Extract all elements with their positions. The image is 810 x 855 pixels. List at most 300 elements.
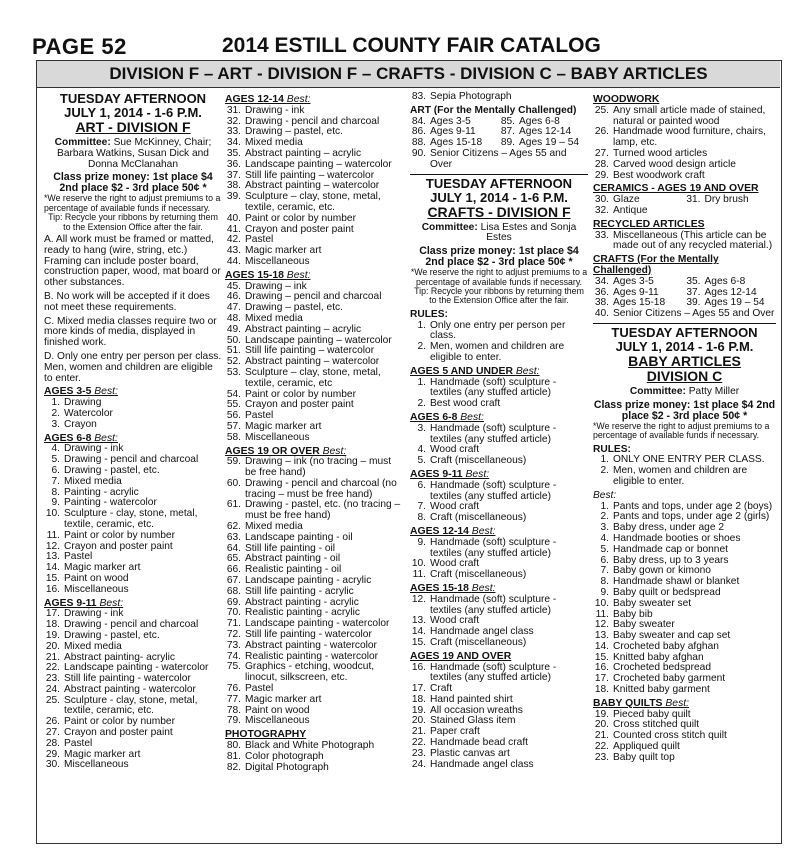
art-day: TUESDAY AFTERNOON: [59, 91, 207, 106]
item-number: 11.: [595, 608, 609, 620]
list-item: [410, 456, 588, 467]
item-number: 50.: [226, 334, 241, 346]
item-number: 19.: [45, 629, 60, 641]
item-number: 25.: [594, 104, 609, 116]
list-item: [44, 420, 222, 431]
group-heading: AGES 9-11 Best:: [44, 597, 124, 609]
ceramics-heading: CERAMICS - AGES 19 AND OVER: [593, 183, 759, 195]
item-number: 32.: [226, 115, 241, 127]
item-label: Drawing – ink (no tracing – must be free hand): [245, 456, 392, 479]
crafts-day: TUESDAY AFTERNOON: [425, 175, 573, 191]
item-number: 13.: [45, 551, 60, 563]
art-rules: [44, 235, 222, 384]
list-item: [593, 231, 776, 253]
item-number: 5.: [417, 455, 426, 467]
item-number: 37.: [686, 286, 701, 298]
item-label: Still life painting - acrylic: [245, 585, 354, 597]
art-division-title: ART - DIVISION F: [75, 119, 191, 135]
item-label: Still life painting - watercolor: [64, 673, 191, 685]
best-label: Best:: [515, 365, 540, 377]
item-number: 62.: [226, 521, 241, 533]
item-label: Pants and tops, under age 2 (boys): [613, 500, 773, 512]
baby-reserve-note: *We reserve the right to adjust premiums to a percentage of available funds if necessary.: [593, 420, 770, 441]
item-number: 13.: [594, 630, 609, 642]
item-number: 9.: [417, 536, 426, 548]
list-item: [593, 206, 776, 217]
list-item: [593, 309, 776, 320]
baby-items: [593, 502, 776, 696]
list-item: [410, 538, 588, 560]
list-item: [410, 378, 588, 400]
item-number: 20.: [594, 719, 609, 731]
list-item: [225, 433, 401, 444]
catalog-title: 2014 ESTILL COUNTY FAIR CATALOG: [222, 34, 601, 57]
item-label: Drawing - ink: [245, 104, 305, 116]
list-item: [410, 663, 588, 685]
item-number: 9.: [600, 586, 609, 598]
item-number: 42.: [226, 234, 241, 246]
item-number: 14.: [594, 640, 609, 652]
item-label: Landscape painting – watercolor: [245, 158, 392, 170]
art-committee: Committee: Sue McKinney, Chair; Barbara Watkins, Susan Dick and Donna McClanahan: [54, 137, 212, 170]
item-label: Pastel: [245, 683, 274, 695]
item-number: 83.: [411, 91, 426, 102]
list-item: [593, 171, 776, 182]
photo-continued: [410, 92, 588, 103]
baby-day: TUESDAY AFTERNOON: [611, 324, 758, 340]
crafts-mc-heading: CRAFTS (For the Mentally Challenged): [593, 254, 719, 276]
item-label: Magic marker art: [64, 562, 141, 574]
item-label: Handmade angel class: [430, 626, 534, 638]
item-label: Still life painting – watercolor: [245, 169, 375, 181]
list-item: [225, 457, 401, 479]
item-number: 64.: [226, 542, 241, 554]
art-prize: Class prize money: 1st place $4 2nd place $2 - 3rd place 50¢ *: [53, 171, 213, 195]
item-label: Pieced baby quilt: [613, 708, 691, 720]
list-item: [225, 695, 401, 706]
item-number: 28.: [45, 737, 60, 749]
item-number: 7.: [417, 501, 426, 513]
item-number: 14.: [411, 626, 426, 638]
item-label: Sepia Photograph: [430, 91, 512, 102]
item-number: 22.: [411, 737, 426, 749]
item-number: 63.: [226, 531, 241, 543]
item-label: Ages 3-5: [430, 115, 471, 127]
list-item: [225, 479, 401, 501]
page-header: [32, 34, 792, 58]
item-label: Pants and tops, under age 2 (girls): [613, 511, 770, 523]
item-label: Handmade cap or bonnet: [613, 543, 728, 555]
item-label: Mixed media: [64, 640, 122, 652]
item-label: Paint on wood: [64, 572, 129, 584]
item-label: Miscellaneous: [64, 583, 129, 595]
column-art-continued: [225, 92, 401, 773]
item-label: Baby gown or kimono: [613, 565, 711, 577]
item-number: 36.: [594, 286, 609, 298]
item-number: 73.: [226, 639, 241, 651]
list-item: [44, 509, 222, 531]
group-heading: AGES 15-18 Best:: [225, 269, 311, 281]
item-number: 9.: [51, 497, 60, 509]
item-number: 19.: [411, 704, 426, 716]
item-label: Craft (miscellaneous): [430, 455, 527, 467]
item-number: 2.: [51, 407, 60, 419]
item-label: Turned wood articles: [613, 147, 708, 159]
art-mc-list: [410, 117, 588, 171]
item-number: 35.: [226, 147, 241, 159]
item-label: Drawing - pencil and charcoal: [64, 619, 199, 631]
item-label: Drawing – ink: [245, 280, 307, 292]
item-number: 8.: [600, 576, 609, 588]
item-label: Ages 3-5: [613, 275, 654, 287]
list-item: [225, 500, 401, 522]
item-number: 22.: [45, 662, 60, 674]
item-number: 76.: [226, 683, 241, 695]
item-label: Men, women and children are eligible to enter.: [613, 465, 748, 487]
item-number: 72.: [226, 629, 241, 641]
item-number: 11.: [46, 529, 60, 541]
item-number: 2.: [600, 511, 609, 523]
item-label: Baby dress, under age 2: [613, 522, 725, 534]
list-item: [410, 92, 588, 103]
item-label: Handmade (soft) sculpture - textiles (any stuffed article): [430, 661, 557, 684]
crafts-rules-heading: RULES:: [410, 308, 448, 320]
best-label: Best:: [286, 269, 311, 281]
rule-text: B. No work will be accepted if it does not meet these requirements.: [44, 291, 210, 313]
item-number: 33.: [226, 126, 241, 138]
item-number: 10.: [411, 558, 426, 570]
list-item: [44, 585, 222, 596]
item-number: 6.: [600, 554, 609, 566]
catalog-frame: [36, 60, 782, 844]
item-number: 90.: [411, 147, 426, 159]
list-item: [410, 399, 588, 410]
item-label: Crayon and poster paint: [245, 399, 354, 411]
item-number: 8.: [417, 512, 426, 524]
list-item: [225, 763, 401, 774]
item-label: Miscellaneous: [245, 715, 310, 727]
item-label: Wood craft: [430, 558, 480, 570]
best-label: Best:: [99, 597, 124, 609]
item-number: 16.: [45, 583, 60, 595]
item-label: Abstract painting - watercolor: [64, 683, 196, 695]
item-label: Baby sweater: [613, 619, 675, 631]
item-label: Wood craft: [430, 501, 480, 513]
item-label: Magic marker art: [64, 748, 141, 760]
item-number: 12.: [411, 593, 426, 605]
item-number: 32.: [594, 204, 609, 216]
item-label: Sculpture - clay, stone, metal, textile, ceramic, etc.: [64, 694, 198, 717]
list-item: [225, 257, 401, 268]
item-number: 29.: [45, 748, 60, 760]
item-number: 67.: [226, 575, 241, 587]
item-label: Craft (miscellaneous): [430, 512, 527, 524]
item-number: 44.: [226, 255, 241, 267]
item-number: 34.: [594, 275, 609, 287]
item-number: 23.: [411, 747, 426, 759]
item-number: 26.: [594, 126, 609, 138]
ceramics-list: [593, 195, 776, 217]
item-number: 22.: [594, 741, 609, 753]
item-label: Glaze: [613, 194, 640, 206]
item-number: 51.: [226, 345, 241, 357]
group-heading: AGES 19 OR OVER Best:: [225, 445, 347, 457]
item-label: Drawing - pastel, etc. (no tracing – must be free hand): [245, 499, 401, 522]
item-number: 70.: [226, 607, 241, 619]
page-number: PAGE 52: [32, 34, 127, 59]
item-number: 7.: [600, 565, 609, 577]
item-number: 37.: [226, 169, 241, 181]
item-number: 78.: [226, 704, 241, 716]
list-item: [593, 599, 776, 610]
item-label: Landscape painting - watercolor: [245, 618, 390, 630]
list-item: [410, 321, 588, 343]
item-number: 8.: [51, 486, 60, 498]
item-number: 20.: [45, 640, 60, 652]
list-item: [44, 642, 222, 653]
item-label: Abstract painting - watercolor: [245, 639, 377, 651]
item-label: Crayon and poster paint: [64, 727, 173, 739]
item-number: 24.: [45, 683, 60, 695]
item-number: 56.: [226, 410, 241, 422]
item-number: 38.: [226, 180, 241, 192]
item-number: 12.: [594, 619, 609, 631]
item-number: 27.: [594, 147, 609, 159]
item-label: Men, women and children are eligible to enter.: [430, 341, 565, 363]
best-label: Best:: [471, 582, 496, 594]
item-number: 23.: [45, 673, 60, 685]
item-label: Handmade shawl or blanket: [613, 576, 740, 588]
item-number: 25.: [45, 694, 60, 706]
list-item: [593, 160, 776, 171]
item-label: Handmade (soft) sculpture - textiles (any stuffed article): [430, 376, 557, 399]
item-label: Graphics - etching, woodcut, linocut, silkscreen, etc.: [245, 661, 375, 684]
item-label: Miscellaneous: [245, 255, 310, 267]
item-number: 17.: [594, 673, 609, 685]
item-number: 15.: [411, 636, 426, 648]
baby-prize: Class prize money: 1st place $4 2nd place $2 - 3rd place 50¢ *: [593, 398, 776, 422]
item-number: 21.: [594, 730, 609, 742]
item-number: 75.: [226, 661, 241, 673]
item-number: 40.: [594, 308, 609, 320]
crafts-reserve-note: *We reserve the right to adjust premiums to a percentage of available funds if necessary.: [410, 267, 588, 287]
item-number: 1.: [417, 319, 426, 331]
item-number: 24.: [411, 758, 426, 770]
column-baby: [593, 92, 776, 764]
item-label: Drawing - ink: [64, 443, 124, 455]
item-number: 31.: [226, 104, 241, 116]
rule-text: C. Mixed media classes require two or more kinds of media, displayed in finished work.: [44, 315, 217, 349]
item-number: 1.: [417, 376, 426, 388]
item-label: Handmade (soft) sculpture - textiles (any stuffed article): [430, 593, 557, 616]
item-number: 59.: [226, 456, 241, 468]
list-item: [410, 638, 588, 649]
item-number: 12.: [45, 540, 60, 552]
item-label: Abstract painting- acrylic: [64, 651, 175, 663]
list-item: [44, 696, 222, 718]
item-number: 52.: [226, 356, 241, 368]
item-number: 34.: [226, 137, 241, 149]
crafts-rules: [410, 321, 588, 364]
baby-rules-heading: RULES:: [593, 443, 631, 455]
item-label: Abstract painting - oil: [245, 553, 341, 565]
item-label: Best wood craft: [430, 398, 501, 410]
item-label: Drawing - pastel, etc.: [64, 629, 160, 641]
item-label: Best woodwork craft: [613, 169, 705, 181]
item-number: 20.: [411, 715, 426, 727]
item-label: Pastel: [64, 551, 93, 563]
item-label: Ages 9-11: [613, 286, 659, 298]
group-heading: AGES 3-5 Best:: [44, 386, 118, 398]
art-date: JULY 1, 2014 - 1-6 P.M.: [64, 105, 202, 120]
group-heading: WOODWORK: [593, 94, 660, 105]
baby-quilts-heading: BABY QUILTS Best:: [593, 697, 690, 709]
list-item: [685, 195, 777, 206]
baby-quilt-items: [593, 710, 776, 764]
item-number: 27.: [45, 727, 60, 739]
group-heading: AGES 19 AND OVER: [410, 650, 512, 662]
item-number: 84.: [411, 115, 426, 127]
column-crafts: [410, 92, 588, 770]
item-label: Ages 15-18: [613, 297, 666, 309]
item-number: 31.: [686, 194, 701, 206]
item-label: Crocheted baby garment: [613, 673, 726, 685]
item-label: Sculpture – clay, stone, metal, textile, ceramic, etc.: [245, 191, 381, 213]
crafts-tip: Tip: Recycle your ribbons by returning them to the Extension Office after the fair.: [414, 285, 584, 306]
item-number: 6.: [417, 479, 426, 491]
item-label: Drawing - ink: [64, 608, 124, 620]
group-heading: PHOTOGRAPHY: [225, 729, 307, 741]
item-label: Realistic painting - oil: [245, 564, 342, 576]
item-label: Realistic painting - watercolor: [245, 650, 379, 662]
item-label: All occasion wreaths: [430, 704, 523, 716]
item-label: Mixed media: [64, 475, 122, 487]
item-number: 30.: [45, 759, 60, 771]
item-label: Crocheted baby afghan: [613, 640, 719, 652]
list-item: [410, 570, 588, 581]
item-label: Still life painting - oil: [245, 542, 336, 554]
group-heading: AGES 15-18 Best:: [410, 582, 496, 594]
woodwork-group: [593, 95, 776, 181]
item-number: 3.: [417, 422, 426, 434]
crafts-prize: Class prize money: 1st place $4 2nd place $2 - 3rd place 50¢ *: [419, 245, 579, 269]
item-number: 47.: [226, 302, 241, 314]
list-item: [44, 531, 222, 542]
list-item: [410, 149, 588, 171]
item-label: Stained Glass item: [430, 715, 516, 727]
item-label: Landscape painting – watercolor: [245, 334, 392, 346]
item-label: Drawing – pencil and charcoal: [245, 291, 382, 303]
item-label: Painting - acrylic: [64, 486, 139, 498]
list-item: [44, 477, 222, 488]
item-label: Ages 15-18: [430, 137, 483, 149]
list-item: [410, 595, 588, 617]
item-label: Carved wood design article: [613, 158, 736, 170]
item-number: 61.: [226, 499, 241, 511]
item-number: 5.: [600, 543, 609, 555]
item-label: Paint or color by number: [245, 388, 356, 400]
list-item: [593, 466, 776, 488]
item-number: 86.: [411, 126, 426, 138]
list-item: [225, 752, 401, 763]
item-number: 82.: [226, 761, 241, 773]
item-number: 13.: [411, 615, 426, 627]
item-label: Mixed media: [245, 137, 303, 149]
baby-division-title: BABY ARTICLES: [628, 352, 741, 369]
item-number: 45.: [226, 280, 241, 292]
art2-groups: [225, 95, 401, 773]
item-label: Drawing - pastel, etc.: [64, 464, 160, 476]
item-label: Handmade booties or shoes: [613, 532, 741, 544]
list-item: [225, 368, 401, 390]
item-label: Drawing - pencil and charcoal: [64, 454, 199, 466]
baby-rules: [593, 455, 776, 487]
item-number: 17.: [45, 608, 60, 620]
item-label: Watercolor: [64, 407, 113, 419]
item-number: 79.: [226, 715, 241, 727]
item-number: 35.: [686, 275, 701, 287]
item-label: Baby sweater set: [613, 597, 692, 609]
list-item: [225, 160, 401, 171]
group-heading: AGES 6-8 Best:: [44, 432, 118, 444]
crafts-groups: [410, 367, 588, 771]
item-label: Mixed media: [245, 521, 303, 533]
item-number: 40.: [226, 212, 241, 224]
item-label: Magic marker art: [245, 420, 322, 432]
item-label: Ages 6-8: [519, 115, 560, 127]
item-label: Landscape painting - watercolor: [64, 662, 209, 674]
list-item: [410, 342, 588, 364]
item-label: Crocheted bedspread: [613, 662, 711, 674]
item-number: 18.: [594, 684, 609, 696]
item-label: Handmade bead craft: [430, 737, 528, 749]
item-label: Drawing – pastel, etc.: [245, 302, 343, 314]
item-label: Abstract painting – watercolor: [245, 180, 380, 192]
item-label: Digital Photograph: [245, 761, 329, 773]
item-label: Ages 12-14: [519, 126, 572, 138]
item-label: Painting - watercolor: [64, 497, 157, 509]
item-label: Craft (miscellaneous): [430, 569, 527, 581]
item-label: Wood craft: [430, 444, 480, 456]
item-number: 29.: [594, 169, 609, 181]
item-label: Still life painting - watercolor: [245, 629, 372, 641]
item-number: 57.: [226, 420, 241, 432]
item-number: 6.: [51, 464, 60, 476]
list-item: [593, 753, 776, 764]
list-item: [410, 481, 588, 503]
item-label: Still life painting – watercolor: [245, 345, 375, 357]
item-number: 71.: [226, 618, 241, 630]
item-label: Handmade (soft) sculpture - textiles (any stuffed article): [430, 479, 557, 502]
item-label: Cross stitched quilt: [613, 719, 700, 731]
item-label: Baby quilt top: [613, 751, 675, 763]
item-number: 11.: [412, 569, 426, 581]
item-number: 17.: [411, 683, 426, 695]
item-label: Magic marker art: [245, 693, 322, 705]
art-groups: [44, 387, 222, 771]
item-label: Ages 12-14: [704, 286, 757, 298]
item-number: 54.: [226, 388, 241, 400]
rule-text: D. Only one entry per person per class. Men, women and children are eligible to enter.: [44, 350, 222, 384]
best-label: Best:: [94, 432, 118, 444]
item-label: Counted cross stitch quilt: [613, 730, 727, 742]
item-number: 77.: [226, 693, 241, 705]
item-label: Craft: [430, 683, 453, 695]
item-label: Sculpture - clay, stone, metal, textile, ceramic, etc.: [64, 508, 198, 530]
list-item: [225, 192, 401, 214]
group-heading: AGES 5 AND UNDER Best:: [410, 365, 540, 377]
item-number: 46.: [226, 291, 241, 303]
